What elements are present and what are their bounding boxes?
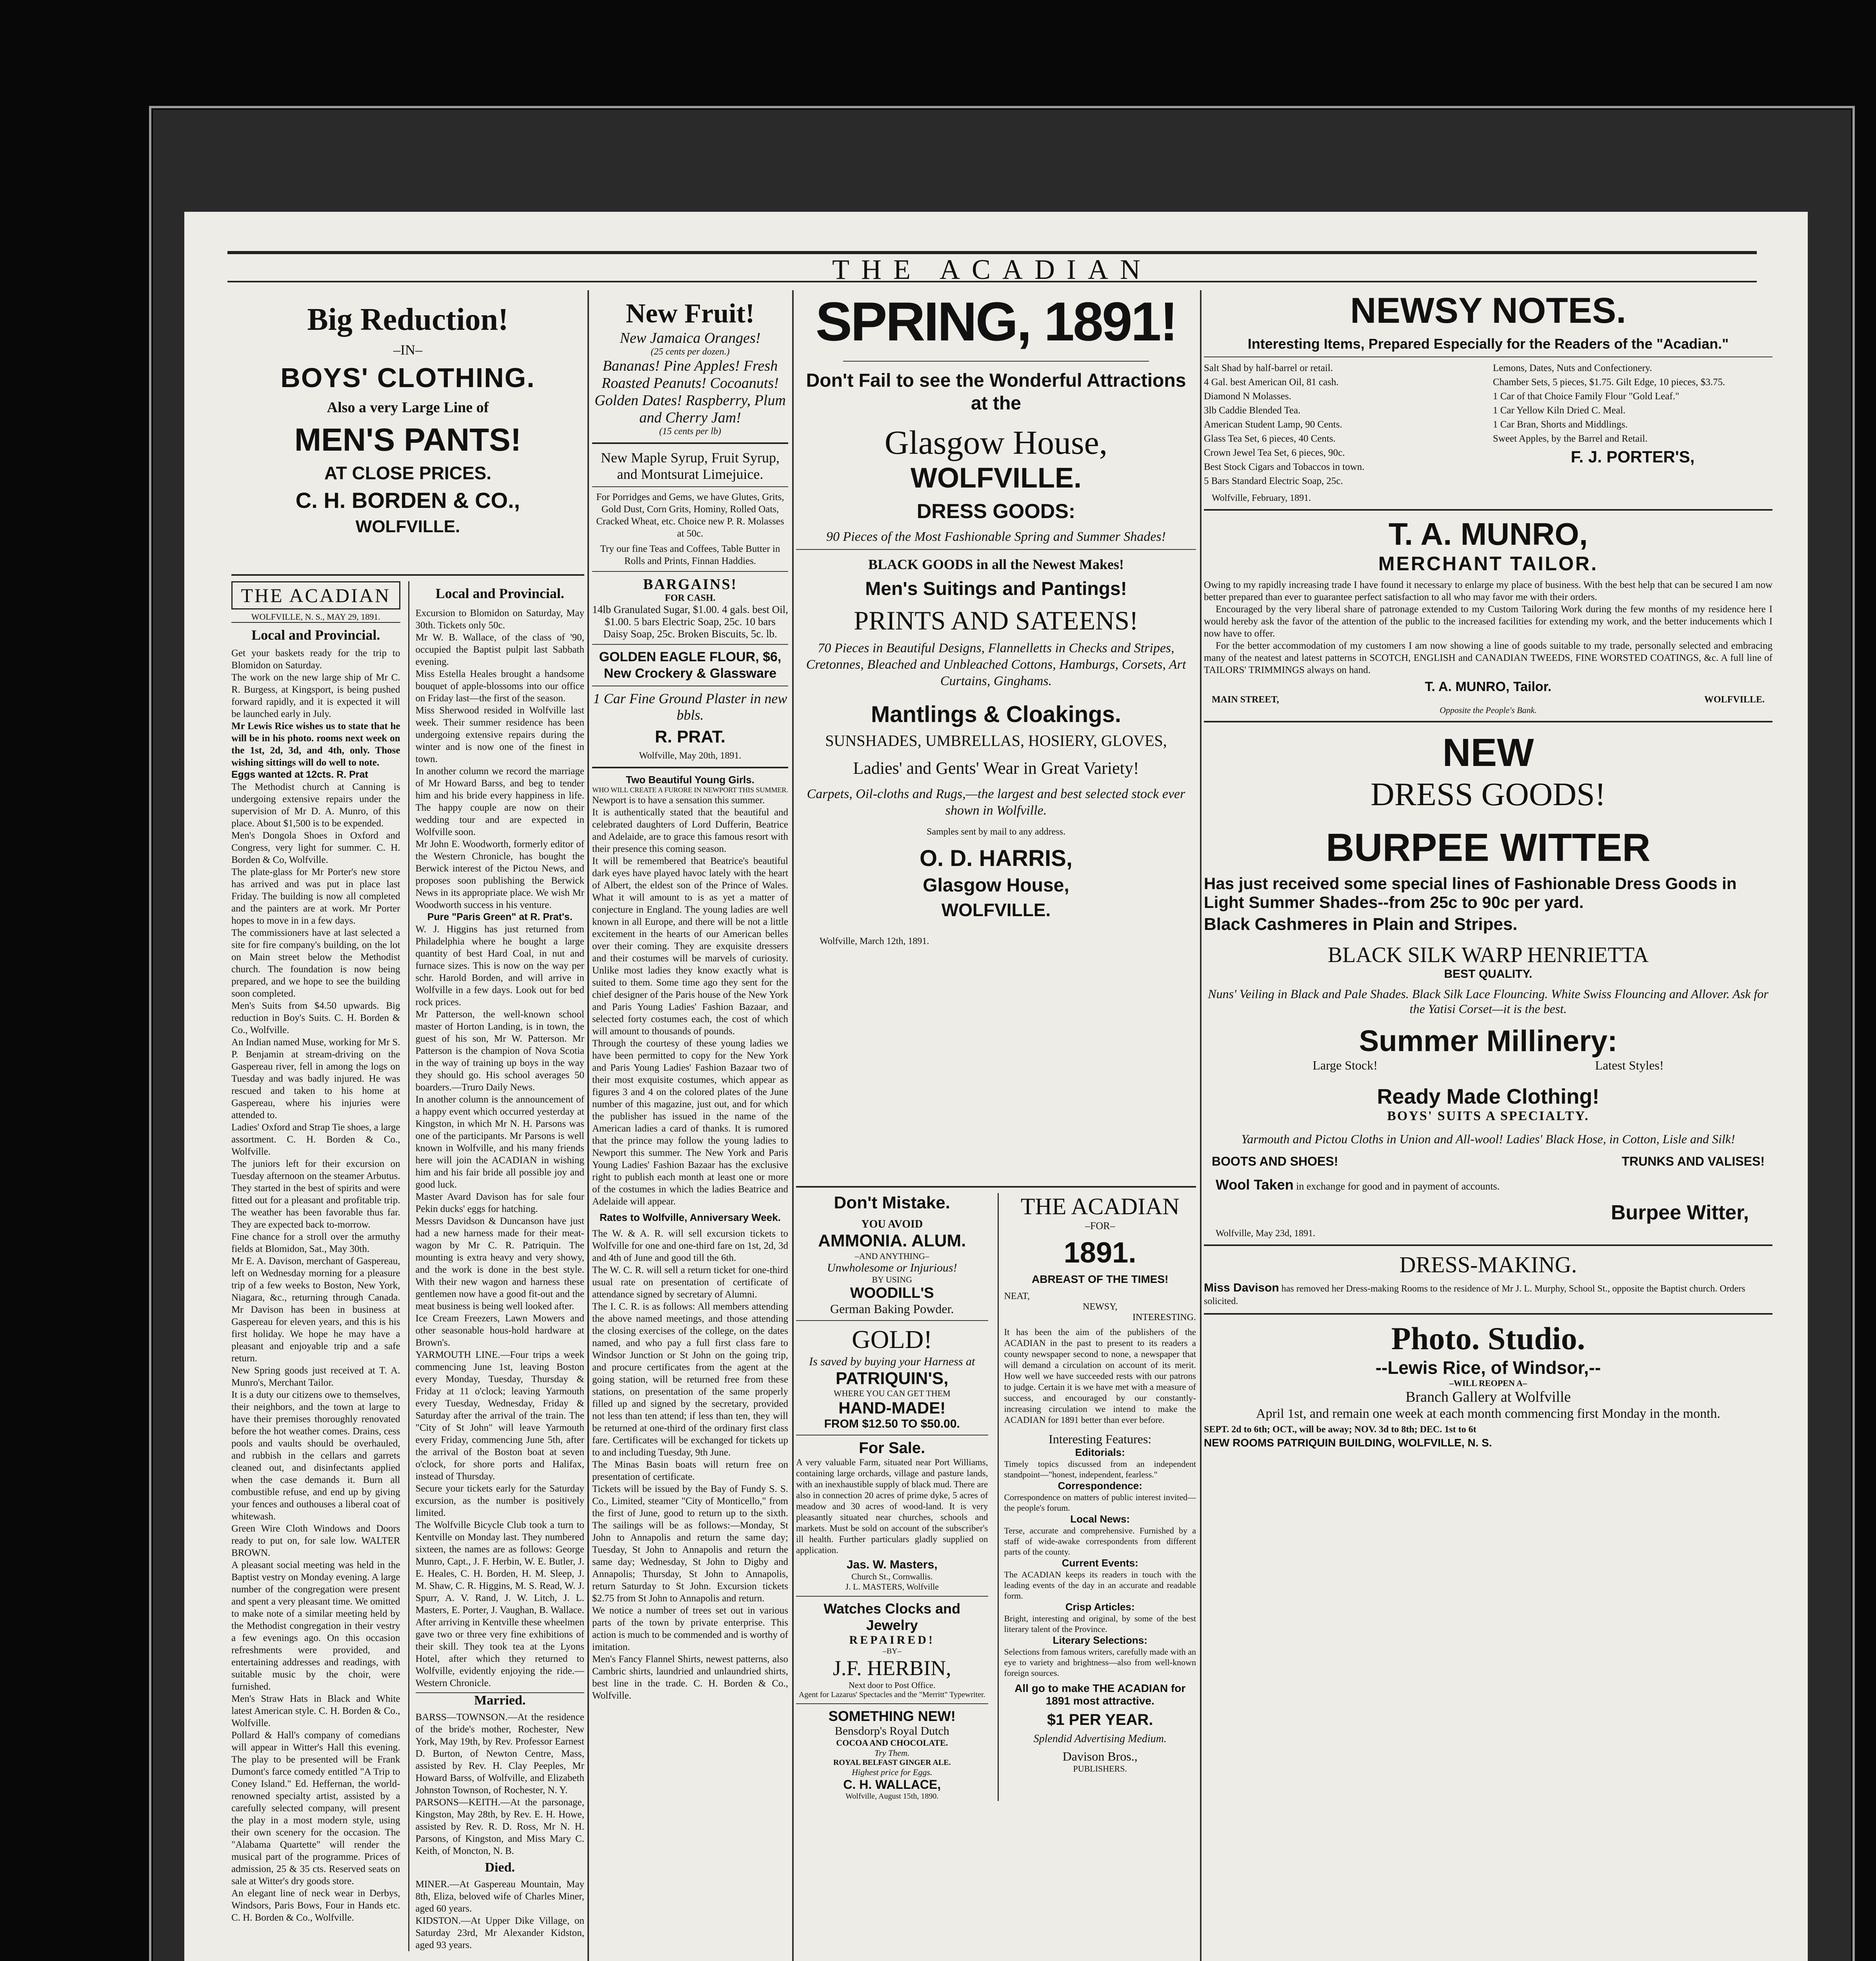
- munro-text: Owing to my rapidly increasing trade I have found it necessary to enlarge my place of business. With the best help that can be secured I am now better prepared than ever to guarantee perfect satisfaction to all who may favor me with their orders.: [1204, 580, 1772, 602]
- splendid: Splendid Advertising Medium.: [1033, 1733, 1167, 1745]
- news-item: Messrs Davidson & Duncanson have just had a new harness made for their meat-wagon by Mr C. R. Patriquin. The mounting is extra heavy and very showy, and the work is done in the best style. With their new wagon and harness these gentlemen now have a good fit-out and the meat business is being well looked after.: [415, 1216, 584, 1312]
- notice: MINER.—At Gaspereau Mountain, May 8th, Eliza, beloved wife of Charles Miner, aged 60 years.: [415, 1879, 584, 1914]
- newspaper-page: [184, 212, 1808, 1961]
- silk: BLACK SILK WARP HENRIETTA: [1327, 943, 1649, 967]
- wool-text: in exchange for good and in payment of accounts.: [1296, 1181, 1500, 1192]
- prints: PRINTS AND SATEENS!: [854, 606, 1138, 635]
- list-item: 1 Car Yellow Kiln Dried C. Meal.: [1493, 405, 1626, 416]
- divider: [796, 549, 1196, 550]
- burpee-witter: BURPEE WITTER: [1326, 826, 1651, 870]
- list-item: American Student Lamp, 90 Cents.: [1204, 419, 1342, 430]
- april: April 1st, and remain one week at each month commencing first Monday in the month.: [1256, 1406, 1721, 1421]
- list-item: Crown Jewel Tea Set, 6 pieces, 90c.: [1204, 448, 1345, 458]
- something: SOMETHING NEW!: [828, 1708, 956, 1724]
- news-item: YARMOUTH LINE.—Four trips a week commencing June 1st, leaving Boston every Monday, Tuesday, Thursday & Friday at 11 o'clock; leaving Yarmouth every Tuesday, Wednesday, Friday & Saturday after the arrival of the train. The "City of St John" will leave Yarmouth every Friday, commencing June 5th, after the arrival of the Boston boat at seven o'clock, for shore ports and Halifax, instead of Thursday.: [415, 1350, 584, 1482]
- dressmaking: DRESS-MAKING.: [1399, 1252, 1577, 1277]
- porter-list-right: [1493, 361, 1772, 488]
- mantlings: Mantlings & Cloakings.: [871, 702, 1122, 727]
- article: The Minas Basin boats will return free on presentation of certificate.: [592, 1459, 788, 1482]
- photo-studio: Photo. Studio.: [1391, 1321, 1585, 1356]
- features: Interesting Features:: [1049, 1432, 1152, 1446]
- ad-in: –IN–: [393, 342, 422, 358]
- suitings: Men's Suitings and Pantings!: [865, 578, 1127, 599]
- news-columns: [231, 581, 584, 1951]
- column-rule: [792, 290, 794, 1961]
- trunks: TRUNKS AND VALISES!: [1622, 1154, 1765, 1168]
- column-1: [231, 290, 584, 1961]
- new: NEW: [1442, 731, 1534, 775]
- dont-fail: Don't Fail to see the Wonderful Attractions at the: [806, 370, 1186, 414]
- prat-date: Wolfville, May 20th, 1891.: [639, 751, 742, 761]
- news-item: An Indian named Muse, working for Mr S. P. Benjamin at stream-driving on the Gaspereau river, fell in among the logs on Tuesday and was badly injured. He was rescued and taken to his home at Gaspereau, where his injuries were attended to.: [231, 1037, 400, 1121]
- local-news: Local News:: [1070, 1513, 1130, 1525]
- glasgow2: Glasgow House,: [923, 875, 1069, 896]
- flour: GOLDEN EAGLE FLOUR, $6, New Crockery & Glassware: [599, 649, 782, 681]
- divider: [592, 442, 788, 444]
- article: The I. C. R. is as follows: All members attending the above named meetings, and those attending the closing exercises of the college, on the dates named, and who pay a full first class fare to Windsor Junction or St John on the going trip, and procure certificates from the agent at the going station, will be returned free from these stations, on presentation of the same properly filled up and signed by the secretary, provided not less than ten attend; if less than ten, they will be returned at one-third of the ordinary first class fare. Certificates will be exchanged for tickets up to and including Tuesday, 9th June.: [592, 1301, 788, 1458]
- wolfville2: WOLFVILLE.: [941, 900, 1051, 920]
- plaster: 1 Car Fine Ground Plaster in new bbls.: [593, 691, 787, 723]
- news-item: Mr E. A. Davison, merchant of Gaspereau, left on Wednesday morning for a pleasure trip of a few weeks to Boston, New York, Niagara, &c., returning through Canada. Mr Davison has been in business at Gaspereau for eleven years, and this is his first holiday. We hope he may have a pleasant and enjoyable trip and a safe return.: [231, 1256, 400, 1364]
- forsale: For Sale.: [859, 1439, 925, 1457]
- boots: BOOTS AND SHOES!: [1212, 1154, 1338, 1168]
- lower-ads: [796, 1193, 1196, 1801]
- munro-opp: Opposite the People's Bank.: [1440, 705, 1537, 715]
- rooms: NEW ROOMS PATRIQUIN BUILDING, WOLFVILLE, N. S.: [1204, 1437, 1492, 1449]
- wool-line: [1216, 1177, 1772, 1193]
- wolfville: WOLFVILLE.: [911, 462, 1082, 494]
- boots-trunks: [1204, 1154, 1772, 1169]
- avoid: YOU AVOID: [861, 1218, 923, 1230]
- fruit-price: (15 cents per lb): [659, 426, 721, 437]
- interesting: INTERESTING.: [1133, 1312, 1196, 1322]
- divider: [592, 486, 788, 487]
- column-rule: [587, 290, 589, 1961]
- bensdorp: Bensdorp's Royal Dutch: [834, 1725, 949, 1737]
- fruit-item: New Jamaica Oranges!: [620, 330, 761, 346]
- syrup: New Maple Syrup, Fruit Syrup, and Montsurat Limejuice.: [601, 450, 780, 482]
- list-item: 5 Bars Standard Electric Soap, 25c.: [1204, 476, 1343, 486]
- feature-text: Selections from famous writers, carefully made with an eye to variety and brightness—also from well-known foreign sources.: [1004, 1647, 1196, 1678]
- divider: [796, 1186, 1196, 1188]
- burpee-text: Has just received some special lines of Fashionable Dress Goods in Light Summer Shades--from 25c to 90c per yard.: [1204, 874, 1737, 911]
- newsy: NEWSY,: [1083, 1302, 1118, 1312]
- girls-heading: Two Beautiful Young Girls.: [626, 774, 754, 786]
- notice: BARSS—TOWNSON.—At the residence of the bride's mother, Rochester, New York, May 19th, by Rev. Professor Earnest D. Burton, of Newton Centre, Mass, assisted by Rev. H. Clay Peeples, Mr Howard Barss, of Wolfville, and Elizabeth Johnston Townson, of Rochester, N. Y.: [415, 1712, 584, 1795]
- acadian-ad: [998, 1193, 1196, 1801]
- mistake: Don't Mistake.: [834, 1193, 950, 1212]
- yarmouth: Yarmouth and Pictou Cloths in Union and All-wool! Ladies' Black Hose, in Cotton, Lisle and Silk!: [1241, 1132, 1735, 1146]
- news-item: Mr Lewis Rice wishes us to state that he will be in his photo. rooms next week on the 1st, 2d, 3d, and 4th, only. Those wishing sittings will do well to note.: [231, 721, 400, 768]
- masters: Jas. W. Masters,: [846, 1558, 938, 1571]
- ad-also: Also a very Large Line of: [327, 399, 489, 416]
- news-item: The juniors left for their excursion on Tuesday afternoon on the steamer Arbutus. They started in the best of spirits and were fitted out for a pleasant and profitable trip. The weather has been favorable thus far. They are expected back to-morrow.: [231, 1159, 400, 1230]
- post: Next door to Post Office.: [849, 1680, 936, 1690]
- paper-name: THE ACADIAN: [231, 581, 400, 609]
- gold: GOLD!: [852, 1325, 933, 1354]
- column-3: [796, 290, 1196, 1961]
- literary: Literary Selections:: [1053, 1634, 1147, 1646]
- dressmaking-text: [1204, 1282, 1772, 1308]
- news-item: The Wolfville Bicycle Club took a turn to Kentville on Monday last. They numbered sixteen, the names are as follows: George Munro, Capt., J. F. Herbin, W. E. Butler, J. E. Heales, C. H. Borden, H. M. Sleep, J. M. Shaw, C. R. Higgins, M. S. Read, W. J. Spurr, A. V. Rand, J. W. Litch, J. L. Masters, E. Porter, J. Vaughan, B. Wallace. After arriving in Kentville these wheelmen gave two or three very fine exhibitions of their skill. They took tea at the Lyons Hotel, after which they returned to Wolfville, evidently enjoying the ride.—Western Chronicle.: [415, 1520, 584, 1688]
- divider: [592, 644, 788, 645]
- bargains: BARGAINS!: [643, 576, 738, 593]
- publishers: PUBLISHERS.: [1073, 1764, 1127, 1774]
- list-item: 3lb Caddie Blended Tea.: [1204, 405, 1301, 416]
- porter-date: Wolfville, February, 1891.: [1212, 493, 1311, 503]
- local-heading: Local and Provincial.: [251, 627, 380, 643]
- millinery: Summer Millinery:: [1359, 1024, 1618, 1058]
- ad-firm: C. H. BORDEN & CO.,: [295, 488, 520, 513]
- munro-text: For the better accommodation of my customers I am now showing a line of goods suitable to my trade, personally selected and embracing many of the neatest and latest patterns in SCOTCH, ENGLISH and CANADIAN TWEEDS, FINE WORSTED COATINGS, &c. A full line of TAILORS' TRIMMINGS always on hand.: [1204, 640, 1772, 675]
- divider: [796, 1596, 988, 1597]
- news-col-b: [408, 581, 585, 1951]
- news-item: Master Avard Davison has for sale four Pekin ducks' eggs for hatching.: [415, 1192, 584, 1214]
- news-item: Men's Dongola Shoes in Oxford and Congress, very light for summer. C. H. Borden & Co, Wolfville.: [231, 830, 400, 865]
- news-item: Pure "Paris Green" at R. Prat's.: [427, 911, 573, 922]
- news-item: The commissioners have at last selected a site for fire company's building, on the lot on Main street below the Methodist church. The foundation is now being prepared, and we hope to see the building soon completed.: [231, 928, 400, 999]
- davison-text: has removed her Dress-making Rooms to the residence of Mr J. L. Murphy, School St., opposite the Baptist church. Orders solicited.: [1204, 1284, 1745, 1306]
- ammonia: AMMONIA. ALUM.: [818, 1231, 966, 1250]
- news-item: In another column is the announcement of a happy event which occurred yesterday at Kingston, in which Mr N. H. Parsons was one of the participants. Mr Parsons is well known in Wolfville, and his many friends here will join the ACADIAN in wishing him and his fair bride all possible joy and good luck.: [415, 1094, 584, 1190]
- divider: [843, 361, 1149, 362]
- munro-sign: T. A. MUNRO, Tailor.: [1425, 679, 1552, 694]
- bw-date: Wolfville, May 23d, 1891.: [1216, 1228, 1316, 1239]
- news-item: The plate-glass for Mr Porter's new store has arrived and was put in place last Friday. The building is now all completed and the painters are at work. Mr Porter hopes to move in in a few days.: [231, 867, 400, 926]
- masthead: [227, 251, 1757, 285]
- cashmeres: Black Cashmeres in Plain and Stripes.: [1204, 915, 1518, 934]
- neat: NEAT,: [1004, 1291, 1030, 1301]
- cocoa: COCOA AND CHOCOLATE.: [836, 1738, 948, 1748]
- column-4: [1204, 290, 1772, 1961]
- news-item: It is a duty our citizens owe to themselves, their neighbors, and the town at large to have their premises thoroughly renovated before the hot weather comes. Drains, cess pools and vaults should be overhauled, and rubbish in the cellars and garrets cleaned out, and disinfectants applied when the case demands it. Burn all combustible refuse, and end up by giving your fences and outhouses a liberal coat of whitewash.: [231, 1390, 400, 1522]
- died-heading: Died.: [485, 1860, 515, 1875]
- munro: T. A. MUNRO,: [1388, 517, 1588, 551]
- millinery-sub: [1204, 1058, 1772, 1073]
- news-item: Men's Straw Hats in Black and White latest American style. C. H. Borden & Co., Wolfville.: [231, 1694, 400, 1728]
- divider: [1204, 1313, 1772, 1315]
- news-item: An elegant line of neck wear in Derbys, Windsors, Paris Bows, Four in Hands etc. C. H. Borden & Co., Wolfville.: [231, 1888, 400, 1923]
- merchant-tailor: MERCHANT TAILOR.: [1378, 553, 1598, 575]
- rice: --Lewis Rice, of Windsor,--: [1375, 1357, 1601, 1378]
- saved: Is saved by buying your Harness at: [809, 1355, 975, 1368]
- fruit-title: New Fruit!: [625, 298, 755, 329]
- try: Try Them.: [874, 1748, 910, 1758]
- allgo: All go to make THE ACADIAN for 1891 most attractive.: [1014, 1682, 1186, 1707]
- list-item: Chamber Sets, 5 pieces, $1.75. Gilt Edge, 10 pieces, $3.75.: [1493, 377, 1725, 387]
- divider: [1204, 721, 1772, 722]
- from-price: FROM $12.50 TO $50.00.: [824, 1417, 960, 1430]
- ad-town: WOLFVILLE.: [355, 517, 460, 536]
- editorials: Editorials:: [1075, 1446, 1125, 1458]
- acadian-title: THE ACADIAN: [1020, 1193, 1180, 1219]
- dateline: WOLFVILLE, N. S., MAY 29, 1891.: [231, 612, 400, 623]
- divider: [231, 574, 584, 576]
- sunshades: SUNSHADES, UMBRELLAS, HOSIERY, GLOVES,: [825, 732, 1167, 749]
- divider: [592, 767, 788, 768]
- divider: [1204, 509, 1772, 511]
- anything: –AND ANYTHING–: [854, 1251, 929, 1261]
- dress-goods: DRESS GOODS:: [916, 500, 1076, 523]
- article: It is authentically stated that the beautiful and celebrated daughters of Lord Dufferin, Beatrice and Adelaide, are to grace this famous resort with their presence this coming season.: [592, 807, 788, 854]
- branch: Branch Gallery at Wolfville: [1405, 1389, 1571, 1405]
- column-2: [592, 290, 788, 1961]
- porter-list-left: [1204, 361, 1483, 488]
- watches: Watches Clocks and Jewelry: [823, 1601, 961, 1633]
- dress-goods-title: DRESS GOODS!: [1371, 776, 1606, 813]
- news-item: Mr John E. Woodworth, formerly editor of the Western Chronicle, has bought the Berwick interest of the Pictou News, and proposes soon publishing the Berwick News in its appropriate place. We wish Mr Woodworth success in his venture.: [415, 839, 584, 910]
- feature-text: Timely topics discussed from an independent standpoint—"honest, independent, fearless.": [1004, 1459, 1196, 1479]
- pieces: 90 Pieces of the Most Fashionable Spring and Summer Shades!: [826, 529, 1166, 544]
- news-item: A pleasant social meeting was held in the Baptist vestry on Monday evening. A large number of the congregation were present and spent a very pleasant time. We omitted to make note of a similar meeting held by the Methodist congregation in their vestry a few evenings ago. On this occasion refreshments were provided, and entertaining addresses and readings, with suitable music by the choir, were furnished.: [231, 1560, 400, 1692]
- list-item: Best Stock Cigars and Tobaccos in town.: [1204, 462, 1365, 472]
- price: $1 PER YEAR.: [1047, 1711, 1153, 1728]
- rates-heading: Rates to Wolfville, Anniversary Week.: [600, 1212, 781, 1223]
- harris-date: Wolfville, March 12th, 1891.: [820, 936, 929, 946]
- where: WHERE YOU CAN GET THEM: [833, 1388, 951, 1398]
- list-item: Sweet Apples, by the Barrel and Retail.: [1493, 433, 1648, 444]
- samples: Samples sent by mail to any address.: [927, 827, 1065, 837]
- lower-ads-left: [796, 1193, 988, 1801]
- article: The W. C. R. will sell a return ticket for one-third usual rate on presentation of certificate of attendance signed by secretary of Alumni.: [592, 1265, 788, 1300]
- munro-text: Encouraged by the very liberal share of patronage extended to my Custom Tailoring Work during the few months of my residence here I would hereby ask the favor of the attention of the public to the increased facilities for extending my work, and the better inducements which I now have to offer.: [1204, 604, 1772, 639]
- church: Church St., Cornwallis.: [851, 1572, 933, 1581]
- reopen: –WILL REOPEN A–: [1449, 1378, 1527, 1388]
- feature-text: Terse, accurate and comprehensive. Furnished by a staff of wide-awake correspondents from different parts of the county.: [1004, 1526, 1196, 1557]
- large-stock: Large Stock!: [1312, 1058, 1378, 1072]
- crisp-articles: Crisp Articles:: [1065, 1601, 1135, 1613]
- acadian-for: –FOR–: [1085, 1220, 1115, 1232]
- news-item: Pollard & Hall's company of comedians will appear in Witter's Hall this evening. The play to be presented will be Frank Dumont's farce comedy entitled "A Trip to Coney Island." Ed. Heffernan, the world-renowned specialty artist, assisted by a carefully selected company, will present the play in a most modern style, using their own scenery for the occasion. The "Alabama Quartette" will render the musical part of the programme. Prices of admission, 25 & 35 cts. Reserved seats on sale at Witter's dry goods store.: [231, 1730, 400, 1886]
- news-item: Miss Sherwood resided in Wolfville last week. Their summer residence has been undergoing extensive repairs during the winter and is now one of the finest in town.: [415, 705, 584, 764]
- news-item: Eggs wanted at 12cts. R. Prat: [231, 769, 368, 780]
- prints-desc: 70 Pieces in Beautiful Designs, Flannelletts in Checks and Stripes, Cretonnes, Bleached and Unbleached Cottons, Hamburgs, Corsets, Art Curtains, Ginghams.: [806, 641, 1186, 688]
- news-item: Excursion to Blomidon on Saturday, May 30th. Tickets only 50c.: [415, 608, 584, 631]
- boys-suits: BOYS' SUITS A SPECIALTY.: [1387, 1109, 1589, 1123]
- list-item: Glass Tea Set, 6 pieces, 40 Cents.: [1204, 433, 1336, 444]
- girls-sub: WHO WILL CREATE A FURORE IN NEWPORT THIS SUMMER.: [592, 786, 788, 794]
- handmade: HAND-MADE!: [838, 1399, 946, 1417]
- unwholesome: Unwholesome or Injurious!: [827, 1261, 957, 1274]
- wallace: C. H. WALLACE,: [843, 1777, 941, 1792]
- agent: Agent for Lazarus' Spectacles and the "Merritt" Typewriter.: [798, 1690, 985, 1699]
- notice: PARSONS—KEITH.—At the parsonage, Kingston, May 28th, by Rev. E. H. Howe, assisted by Rev. R. D. Ross, Mr N. H. Parsons, of Kingston, and Miss Mary C. Keith, of Moncton, N. B.: [415, 1797, 584, 1856]
- divider: [796, 1320, 988, 1321]
- using: BY USING: [872, 1275, 912, 1284]
- black-goods: BLACK GOODS in all the Newest Makes!: [868, 557, 1124, 572]
- woodill: WOODILL'S: [850, 1285, 934, 1301]
- porter: F. J. PORTER'S,: [1571, 448, 1695, 466]
- german: German Baking Powder.: [830, 1302, 954, 1316]
- ready-made: Ready Made Clothing!: [1377, 1085, 1600, 1108]
- news-item: Ice Cream Freezers, Lawn Mowers and other seasonable hous-hold hardware at Brown's.: [415, 1313, 584, 1348]
- carpets: Carpets, Oil-cloths and Rugs,—the largest and best selected stock ever shown in Wolfville.: [807, 787, 1185, 818]
- divider: [796, 1703, 988, 1704]
- news-item: Green Wire Cloth Windows and Doors ready to put on, for sale low. WALTER BROWN.: [231, 1523, 400, 1558]
- acadian-year: 1891.: [1063, 1236, 1136, 1269]
- davison: Miss Davison: [1204, 1281, 1279, 1294]
- article: Tickets will be issued by the Bay of Fundy S. S. Co., Limited, steamer "City of Monticello," from the first of June, good to return up to the sixth. The sailings will be as follows:—Monday, St John to Annapolis and return the same day; Tuesday, St John to Annapolis and return the same day; Wednesday, St John to Digby and Annapolis; Thursday, St John to Annapolis, return Saturday to St John. Excursion tickets $2.75 from St John to Annapolis and return.: [592, 1484, 788, 1604]
- list-item: Diamond N Molasses.: [1204, 391, 1291, 402]
- ad-boys: BOYS' CLOTHING.: [280, 362, 535, 393]
- news-item: Mr W. B. Wallace, of the class of '90, occupied the Baptist pulpit last Sabbath evening.: [415, 632, 584, 667]
- current-events: Current Events:: [1062, 1557, 1138, 1569]
- porridge: For Porridges and Gems, we have Glutes, Grits, Gold Dust, Corn Grits, Hominy, Rolled Oats, Cracked Wheat, etc. Choice new P. R. Molasses at 50c.: [596, 492, 784, 539]
- news-item: Men's Suits from $4.50 upwards. Big reduction in Boy's Suits. C. H. Borden & Co., Wolfville.: [231, 1001, 400, 1035]
- list-item: 4 Gal. best American Oil, 81 cash.: [1204, 377, 1339, 387]
- by: –BY–: [882, 1647, 902, 1655]
- news-item: W. J. Higgins has just returned from Philadelphia where he bought a large quantity of best Hard Coal, in nut and furnace sizes. This is now on the way per schr. Harold Borden, and will arrive in Wolfville in a few days. Look out for bed rock prices.: [415, 924, 584, 1008]
- feature-text: The ACADIAN keeps its readers in touch with the leading events of the day in an accurate and readable form.: [1004, 1570, 1196, 1601]
- column-rule: [1200, 290, 1202, 1961]
- news-item: New Spring goods just received at T. A. Munro's, Merchant Tailor.: [231, 1365, 400, 1388]
- newsy-title: NEWSY NOTES.: [1350, 291, 1626, 331]
- news-item: Get your baskets ready for the trip to Blomidon on Saturday.: [231, 648, 400, 671]
- news-item: Secure your tickets early for the Saturday excursion, as the number is positively limited.: [415, 1483, 584, 1518]
- news-item: Ladies' Oxford and Strap Tie shoes, a large assortment. C. H. Borden & Co., Wolfville.: [231, 1122, 400, 1157]
- list-item: 1 Car Bran, Shorts and Middlings.: [1493, 419, 1628, 430]
- herbin: J.F. HERBIN,: [833, 1656, 951, 1680]
- article: The W. & A. R. will sell excursion tickets to Wolfville for one and one-third fare on 1st, 2d, 3d and 4th of June and good till the 6th.: [592, 1228, 788, 1263]
- news-item: Mr Patterson, the well-known school master of Horton Landing, is in town, the guest of his son, Mr W. Patterson. Mr Patterson is the champion of Nova Scotia in the way of training up boys in the way they should go. His school averages 50 boarders.—Truro Daily News.: [415, 1009, 584, 1093]
- feature-text: Correspondence on matters of public interest invited—the people's forum.: [1004, 1492, 1196, 1513]
- eggs: Highest price for Eggs.: [852, 1767, 933, 1777]
- spring-title: SPRING, 1891!: [815, 291, 1177, 352]
- prat: R. PRAT.: [654, 727, 726, 746]
- wallace-date: Wolfville, August 15th, 1890.: [845, 1792, 939, 1801]
- munro-address: [1204, 695, 1772, 705]
- sept: SEPT. 2d to 6th; OCT., will be away; NOV. 3d to 8th; DEC. 1st to 6t: [1204, 1424, 1476, 1435]
- list-item: Lemons, Dates, Nuts and Confectionery.: [1493, 363, 1652, 373]
- list-item: 1 Car of that Choice Family Flour "Gold Leaf.": [1493, 391, 1680, 402]
- ad-pants: MEN'S PANTS!: [294, 422, 522, 458]
- munro-street: MAIN STREET,: [1212, 695, 1279, 705]
- wool: Wool Taken: [1216, 1177, 1294, 1193]
- porter-lists: [1204, 361, 1772, 488]
- news-item: In another column we record the marriage of Mr Howard Barss, and beg to tender him and his bride every happiness in life. The happy couple are now on their wedding tour and are expected in Wolfville soon.: [415, 766, 584, 837]
- best-quality: BEST QUALITY.: [1444, 968, 1532, 980]
- article: Through the courtesy of these young ladies we have been permitted to copy for the New York and Paris Young Ladies' Fashion Bazaar two of their most exquisite costumes, which appear as figures 3 and 4 on the colored plates of the June number of this magazine, just out, and for which the publisher has issued in the name of the American ladies a card of thanks. It is rumored that the prince may follow the young ladies to Newport this summer. The New York and Paris Young Ladies' Fashion Bazaar has the exclusive right to publish each month at least one or more of the costumes in which the ladies Beatrice and Adelaide will appear.: [592, 1038, 788, 1207]
- ad-title: Big Reduction!: [307, 302, 509, 337]
- local-heading-b: Local and Provincial.: [435, 586, 564, 601]
- ladies-wear: Ladies' and Gents' Wear in Great Variety!: [853, 759, 1139, 778]
- harris: O. D. HARRIS,: [920, 846, 1073, 871]
- divider: [1204, 1244, 1772, 1246]
- divider: [592, 571, 788, 572]
- abreast: ABREAST OF THE TIMES!: [1032, 1273, 1169, 1285]
- teas: Try our fine Teas and Coffees, Table Butter in Rolls and Prints, Finnan Haddies.: [600, 544, 780, 566]
- news-item: The work on the new large ship of Mr C. R. Burgess, at Kingsport, is being pushed forward rapidly, and it is expected it will be launched early in July.: [231, 672, 400, 719]
- munro-town: WOLFVILLE.: [1704, 695, 1765, 705]
- nuns: Nuns' Veiling in Black and Pale Shades. Black Silk Lace Flouncing. White Swiss Flouncing and Allover. Ask for the Yatisi Corset—it is the best.: [1208, 987, 1769, 1016]
- cash: FOR CASH.: [665, 593, 716, 603]
- masters2: J. L. MASTERS, Wolfville: [845, 1582, 939, 1592]
- patriquin: PATRIQUIN'S,: [835, 1369, 949, 1388]
- married-heading: Married.: [416, 1692, 585, 1708]
- bw-sign: Burpee Witter,: [1611, 1201, 1749, 1224]
- newsy-sub: Interesting Items, Prepared Especially for the Readers of the "Acadian.": [1247, 336, 1729, 352]
- sale-text: A very valuable Farm, situated near Port Williams, containing large orchards, village and pasture lands, with an inexhaustible supply of black mud. There are also in connection 20 acres of prime dyke, 5 acres of meadow and 30 acres of wood-land. It is very pleasantly situated near churches, schools and markets. Must be sold on account of the subscriber's ill health. Further particulars gladly supplied on application.: [796, 1457, 988, 1555]
- article: Newport is to have a sensation this summer.: [592, 795, 765, 806]
- glasgow-ad: [796, 290, 1196, 1181]
- fruit-items: Bananas! Pine Apples! Fresh Roasted Peanuts! Cocoanuts! Golden Dates! Raspberry, Plum and Cherry Jam!: [594, 358, 786, 426]
- news-item: The Methodist church at Canning is undergoing extensive repairs under the supervision of Mr D. A. Munro, of this place. About $1,500 is to be expended.: [231, 782, 400, 829]
- latest-styles: Latest Styles!: [1595, 1058, 1664, 1072]
- davison-bros: Davison Bros.,: [1062, 1749, 1138, 1763]
- ad-prices: AT CLOSE PRICES.: [324, 463, 491, 483]
- repaired: REPAIRED!: [849, 1634, 935, 1646]
- aim: It has been the aim of the publishers of the ACADIAN in the past to present to its readers a county newspaper second to none, a newspaper that will demand a circulation on account of its merit. How well we have succeeded rests with our patrons to judge. Certain it is we have met with a measure of success, and encouraged by our constantly-increasing circulation we intend to make the ACADIAN for 1891 better than ever before.: [1004, 1327, 1196, 1425]
- sugar: 14lb Granulated Sugar, $1.00. 4 gals. best Oil, $1.00. 5 bars Electric Soap, 25c. 10 bars Daisy Soap, 25c. Broken Biscuits, 5c. lb.: [592, 604, 788, 640]
- news-col-a: [231, 581, 400, 1951]
- article: We notice a number of trees set out in various parts of the town by private enterprise. This action is much to be commended and is worthy of imitation.: [592, 1605, 788, 1652]
- list-item: Salt Shad by half-barrel or retail.: [1204, 363, 1333, 373]
- belfast: ROYAL BELFAST GINGER ALE.: [833, 1758, 951, 1767]
- correspondence: Correspondence:: [1058, 1480, 1142, 1492]
- news-item: Fine chance for a stroll over the armuthy fields at Blomidon, Sat., May 30th.: [231, 1232, 400, 1254]
- feature-text: Bright, interesting and original, by some of the best literary talent of the Province.: [1004, 1614, 1196, 1634]
- masthead-title: THE ACADIAN: [832, 254, 1152, 285]
- glasgow: Glasgow House,: [884, 424, 1108, 461]
- notice: KIDSTON.—At Upper Dike Village, on Saturday 23rd, Mr Alexander Kidston, aged 93 years.: [415, 1916, 584, 1950]
- news-item: Miss Estella Heales brought a handsome bouquet of apple-blossoms into our office on Friday last—the first of the season.: [415, 669, 584, 704]
- fruit-price: (25 cents per dozen.): [651, 347, 730, 357]
- borden-ad: [231, 302, 584, 569]
- article: Men's Fancy Flannel Shirts, newest patterns, also Cambric shirts, laundried and unlaundried shirts, best line in the trade. C. H. Borden & Co., Wolfville.: [592, 1654, 788, 1701]
- article: It will be remembered that Beatrice's beautiful dark eyes have played havoc lately with the heart of Albert, the eldest son of the Prince of Wales. What it will amount to is as yet a matter of conjecture in England. The young ladies are well known in all Europe, and there will be not a little excitement in the hearts of our American belles over their coming. They are exquisite dressers and their costumes will be marvels of curiosity. Unlike most ladies they know exactly what is suited to them. Some time ago they sent for the chief designer of the Paris house of the New York and Paris Young Ladies' Fashion Bazaar, and selected forty costumes each, the cost of which will amount to thousands of pounds.: [592, 856, 788, 1037]
